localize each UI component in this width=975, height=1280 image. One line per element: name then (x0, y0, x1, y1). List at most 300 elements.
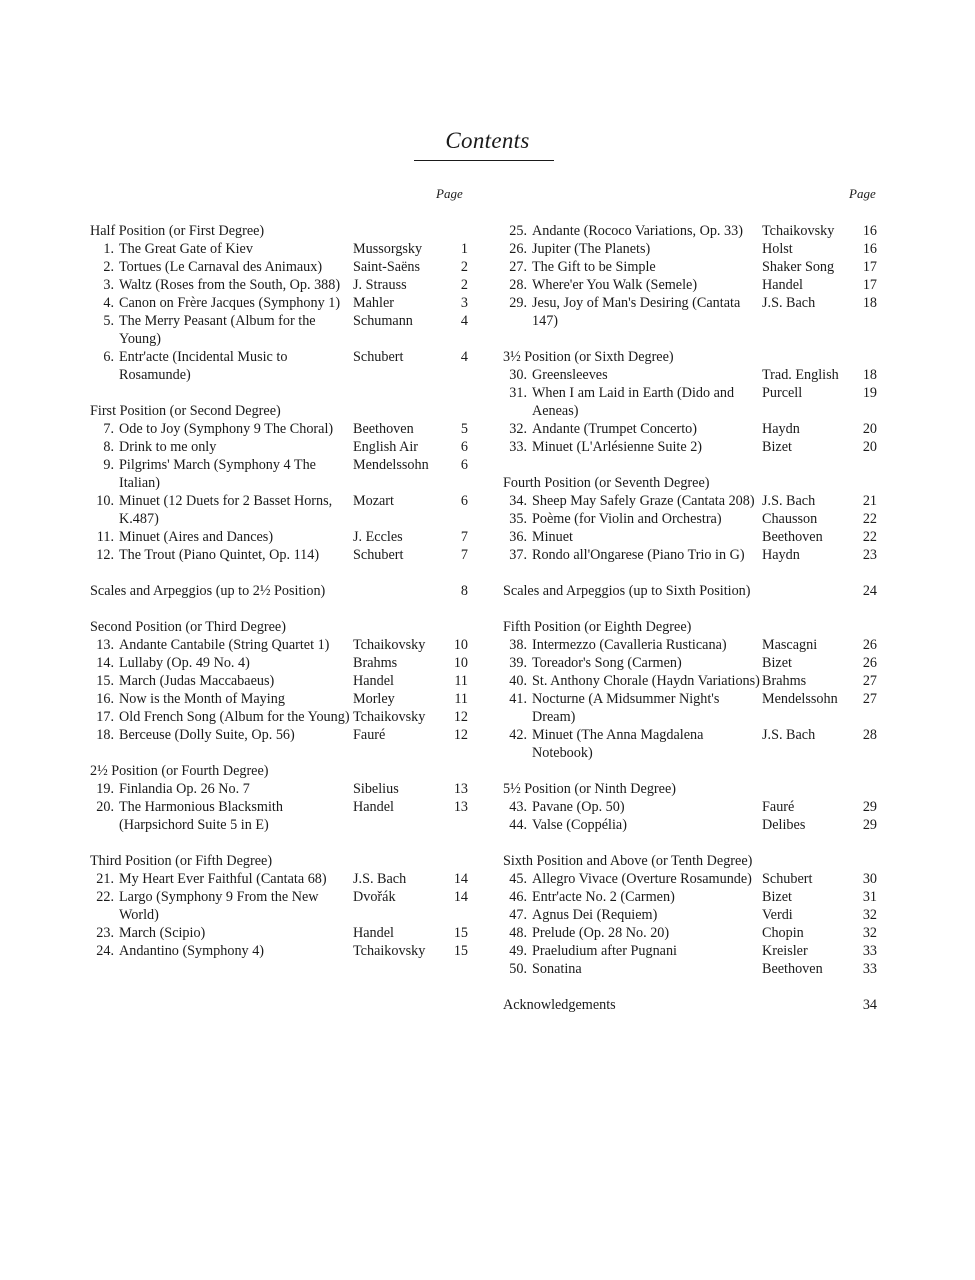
entry-composer: Sibelius (353, 781, 399, 797)
entry-composer: Fauré (762, 799, 795, 815)
section-title: Half Position (or First Degree) (90, 223, 265, 239)
page-number: 20 (862, 421, 877, 437)
page-number: 6 (460, 457, 468, 473)
entry-title: Agnus Dei (Requiem) (532, 907, 658, 923)
section-title: Third Position (or Fifth Degree) (90, 853, 273, 869)
contents-entry-heading (90, 582, 468, 600)
entry-composer: Mascagni (762, 637, 818, 653)
entry-title-group (90, 942, 353, 960)
page-number: 33 (862, 943, 877, 959)
entry-composer: Haydn (762, 421, 800, 437)
entry-title-group (503, 942, 762, 960)
entry-title: The Great Gate of Kiev (119, 241, 253, 257)
entry-composer: Mahler (353, 295, 394, 311)
entry-title-group (90, 654, 353, 672)
page-number: 33 (862, 961, 877, 977)
entry-composer: J. Eccles (353, 529, 403, 545)
contents-section (90, 762, 468, 834)
contents-entry (503, 510, 877, 528)
entry-composer: Tchaikovsky (353, 637, 426, 653)
contents-entry (503, 276, 877, 294)
contents-entry (90, 438, 468, 456)
entry-title-group (503, 492, 762, 510)
entry-number: 12. (96, 547, 114, 563)
page-number: 4 (460, 349, 468, 365)
page-number: 2 (460, 259, 468, 275)
contents-entry (503, 438, 877, 456)
entry-title-group (503, 870, 762, 888)
entry-title: March (Scipio) (119, 925, 206, 941)
contents-entry (90, 798, 468, 834)
entry-number: 18. (96, 727, 114, 743)
entry-composer: Haydn (762, 547, 800, 563)
entry-composer: Mendelssohn (762, 691, 838, 707)
entry-title: Minuet (12 Duets for 2 Basset Horns, K.487) (119, 493, 333, 527)
page-number: 18 (862, 367, 877, 383)
contents-entry (503, 492, 877, 510)
entry-title: Tortues (Le Carnaval des Animaux) (119, 259, 323, 275)
contents-section (90, 852, 468, 960)
entry-title-group (90, 312, 353, 348)
entry-title: Intermezzo (Cavalleria Rusticana) (532, 637, 727, 653)
entry-number: 5. (103, 313, 114, 329)
entry-number: 17. (96, 709, 114, 725)
entry-title-group (90, 690, 353, 708)
entry-title: Drink to me only (119, 439, 217, 455)
contents-entry (90, 240, 468, 258)
entry-number: 6. (103, 349, 114, 365)
entry-title: The Trout (Piano Quintet, Op. 114) (119, 547, 320, 563)
entry-title: Entr'acte No. 2 (Carmen) (532, 889, 675, 905)
entry-title: Andante Cantabile (String Quartet 1) (119, 637, 330, 653)
contents-entry (503, 528, 877, 546)
entry-number: 49. (509, 943, 527, 959)
page-number: 16 (862, 223, 877, 239)
entry-title-group (503, 510, 762, 528)
page-title: Contents (445, 128, 530, 153)
entry-number: 46. (509, 889, 527, 905)
entry-title: Poème (for Violin and Orchestra) (532, 511, 722, 527)
entry-title: Sonatina (532, 961, 582, 977)
page-number: 11 (454, 673, 468, 689)
page-number: 4 (460, 313, 468, 329)
entry-title-group (90, 726, 353, 744)
entry-number: 43. (509, 799, 527, 815)
entry-composer: Verdi (762, 907, 793, 923)
entry-number: 39. (509, 655, 527, 671)
entry-composer: Fauré (353, 727, 386, 743)
section-title: 2½ Position (or Fourth Degree) (90, 763, 269, 779)
entry-title-group (90, 924, 353, 942)
contents-entry (503, 870, 877, 888)
entry-composer: Mussorgsky (353, 241, 423, 257)
entry-composer: Brahms (353, 655, 398, 671)
entry-composer: Mendelssohn (353, 457, 429, 473)
page-number: 15 (453, 925, 468, 941)
contents-entry (90, 636, 468, 654)
contents-entry (90, 690, 468, 708)
contents-entry (90, 672, 468, 690)
contents-section (503, 852, 877, 978)
entry-title: Finlandia Op. 26 No. 7 (119, 781, 250, 797)
entry-composer: J.S. Bach (762, 295, 816, 311)
entry-title-group (90, 240, 353, 258)
contents-section (90, 222, 468, 384)
page-number: 10 (453, 637, 468, 653)
contents-entry (503, 816, 877, 834)
page-number: 14 (453, 871, 468, 887)
entry-title-group (90, 546, 353, 564)
page-column-header-right: Page (849, 186, 876, 201)
entry-number: 41. (509, 691, 527, 707)
entry-title: St. Anthony Chorale (Haydn Variations) (532, 673, 760, 689)
entry-composer: English Air (353, 439, 419, 455)
contents-entry (503, 906, 877, 924)
entry-heading-title: Acknowledgements (503, 997, 616, 1013)
page-number: 11 (454, 691, 468, 707)
section-title: Second Position (or Third Degree) (90, 619, 286, 635)
entry-title-group (90, 672, 353, 690)
entry-number: 10. (96, 493, 114, 509)
contents-entry (503, 384, 877, 420)
entry-composer: Handel (353, 925, 394, 941)
entry-title: March (Judas Maccabaeus) (119, 673, 275, 689)
entry-number: 40. (509, 673, 527, 689)
entry-number: 44. (509, 817, 527, 833)
entry-composer: Tchaikovsky (353, 709, 426, 725)
contents-entry (503, 222, 877, 240)
page-number: 10 (453, 655, 468, 671)
entry-composer: Handel (353, 799, 394, 815)
entry-composer: Purcell (762, 385, 803, 401)
contents-entry (503, 636, 877, 654)
entry-title-group (90, 456, 353, 492)
entry-composer: Bizet (762, 889, 792, 905)
entry-composer: Beethoven (762, 961, 823, 977)
page-number: 3 (460, 295, 468, 311)
entry-title: Minuet (532, 529, 573, 545)
entry-title: Andante (Rococo Variations, Op. 33) (532, 223, 743, 239)
contents-entry (90, 420, 468, 438)
contents-section (503, 474, 877, 564)
title-underline (414, 160, 554, 161)
entry-title-group (90, 276, 353, 294)
entry-title-group (503, 438, 762, 456)
entry-title: Berceuse (Dolly Suite, Op. 56) (119, 727, 295, 743)
contents-entry (503, 924, 877, 942)
entry-number: 15. (96, 673, 114, 689)
entry-title-group (503, 672, 762, 690)
entry-title-group (90, 708, 353, 726)
entry-title: My Heart Ever Faithful (Cantata 68) (119, 871, 327, 887)
entry-title: Minuet (The Anna Magdalena Notebook) (532, 727, 704, 761)
contents-entry (90, 888, 468, 924)
entry-composer: Beethoven (762, 529, 823, 545)
entry-title: The Harmonious Blacksmith (Harpsichord Suite 5 in E) (119, 799, 283, 833)
entry-number: 7. (103, 421, 114, 437)
contents-entry (503, 366, 877, 384)
contents-section (90, 402, 468, 564)
entry-number: 31. (509, 385, 527, 401)
entry-title-group (503, 258, 762, 276)
entry-title: Toreador's Song (Carmen) (532, 655, 682, 671)
entry-title-group (503, 816, 762, 834)
section-title: Fourth Position (or Seventh Degree) (503, 475, 710, 491)
page-number: 22 (862, 529, 877, 545)
entry-number: 20. (96, 799, 114, 815)
contents-section (503, 780, 877, 834)
entry-title-group (503, 384, 762, 420)
entry-title-group (90, 258, 353, 276)
contents-entry (503, 294, 877, 330)
entry-title-group (503, 636, 762, 654)
entry-composer: Saint-Saëns (353, 259, 420, 275)
contents-entry (90, 528, 468, 546)
entry-title-group (90, 798, 353, 834)
page-number: 22 (862, 511, 877, 527)
entry-composer: Bizet (762, 655, 792, 671)
contents-entry (90, 492, 468, 528)
contents-entry (503, 942, 877, 960)
entry-title: The Gift to be Simple (532, 259, 656, 275)
page-number: 2 (460, 277, 468, 293)
contents-entry (503, 798, 877, 816)
entry-composer: Morley (353, 691, 395, 707)
contents-entry (90, 312, 468, 348)
entry-title-group (90, 780, 353, 798)
entry-title-group (90, 870, 353, 888)
entry-title-group (90, 492, 353, 528)
entry-title-group (90, 348, 353, 384)
entry-number: 34. (509, 493, 527, 509)
entry-title-group (503, 960, 762, 978)
page-number: 15 (453, 943, 468, 959)
entry-title: Now is the Month of Maying (119, 691, 285, 707)
page-number: 6 (460, 493, 468, 509)
page-number: 21 (862, 493, 877, 509)
entry-composer: Chausson (762, 511, 818, 527)
entry-number: 42. (509, 727, 527, 743)
contents-column-right (503, 222, 877, 1032)
contents-entry (503, 420, 877, 438)
entry-number: 22. (96, 889, 114, 905)
entry-title: Lullaby (Op. 49 No. 4) (119, 655, 250, 671)
entry-number: 28. (509, 277, 527, 293)
entry-title-group (90, 420, 353, 438)
entry-composer: Handel (353, 673, 394, 689)
page-number: 27 (862, 691, 877, 707)
entry-title: Ode to Joy (Symphony 9 The Choral) (119, 421, 334, 437)
entry-title-group (503, 546, 762, 564)
entry-title: Sheep May Safely Graze (Cantata 208) (532, 493, 755, 509)
page-number: 20 (862, 439, 877, 455)
entry-heading-title: Scales and Arpeggios (up to 2½ Position) (90, 583, 326, 599)
entry-number: 33. (509, 439, 527, 455)
entry-composer: Beethoven (353, 421, 414, 437)
contents-entry (503, 690, 877, 726)
page-number: 28 (862, 727, 877, 743)
contents-entry (90, 870, 468, 888)
entry-title-group (503, 240, 762, 258)
entry-heading-title: Scales and Arpeggios (up to Sixth Position) (503, 583, 751, 599)
entry-composer: Holst (762, 241, 793, 257)
entry-title-group (503, 726, 762, 762)
entry-title-group (503, 906, 762, 924)
page-number: 32 (862, 925, 877, 941)
entry-number: 23. (96, 925, 114, 941)
entry-number: 21. (96, 871, 114, 887)
entry-number: 48. (509, 925, 527, 941)
entry-number: 26. (509, 241, 527, 257)
entry-composer: J. Strauss (353, 277, 407, 293)
entry-title-group (503, 222, 762, 240)
contents-entry (503, 672, 877, 690)
entry-title-group (90, 636, 353, 654)
page-number: 12 (453, 727, 468, 743)
contents-entry (503, 240, 877, 258)
entry-title: Pavane (Op. 50) (532, 799, 625, 815)
entry-number: 3. (103, 277, 114, 293)
entry-composer: Mozart (353, 493, 394, 509)
entry-title: Nocturne (A Midsummer Night's Dream) (532, 691, 720, 725)
contents-entry-heading (503, 996, 877, 1014)
entry-title: Entr'acte (Incidental Music to Rosamunde) (119, 349, 288, 383)
entry-number: 45. (509, 871, 527, 887)
entry-composer: Chopin (762, 925, 804, 941)
entry-title: Rondo all'Ongarese (Piano Trio in G) (532, 547, 745, 563)
entry-number: 8. (103, 439, 114, 455)
page-number: 27 (862, 673, 877, 689)
page-number: 7 (460, 547, 468, 563)
entry-composer: Delibes (762, 817, 806, 833)
page-number: 34 (862, 997, 877, 1013)
contents-entry (503, 654, 877, 672)
entry-composer: Tchaikovsky (762, 223, 835, 239)
contents-entry (90, 942, 468, 960)
entry-title: Andante (Trumpet Concerto) (532, 421, 697, 437)
contents-entry (90, 780, 468, 798)
entry-title-group (90, 438, 353, 456)
entry-title: Minuet (L'Arlésienne Suite 2) (532, 439, 703, 455)
section-title: Fifth Position (or Eighth Degree) (503, 619, 692, 635)
page-number: 30 (862, 871, 877, 887)
entry-title: Canon on Frère Jacques (Symphony 1) (119, 295, 341, 311)
entry-title-group (503, 654, 762, 672)
page-number: 29 (862, 799, 877, 815)
entry-title-group (503, 366, 762, 384)
page-number: 17 (862, 259, 877, 275)
entry-title-group (90, 888, 353, 924)
entry-title-group (503, 798, 762, 816)
entry-title: Jesu, Joy of Man's Desiring (Cantata 147) (532, 295, 741, 329)
entry-number: 30. (509, 367, 527, 383)
contents-entry (90, 276, 468, 294)
entry-title-group (503, 924, 762, 942)
section-title: 5½ Position (or Ninth Degree) (503, 781, 676, 797)
entry-title: The Merry Peasant (Album for the Young) (119, 313, 316, 347)
entry-number: 35. (509, 511, 527, 527)
contents-entry (503, 888, 877, 906)
contents-entry (90, 654, 468, 672)
entry-composer: Brahms (762, 673, 807, 689)
contents-entry (90, 258, 468, 276)
page-number: 29 (862, 817, 877, 833)
contents-entry (90, 708, 468, 726)
entry-number: 1. (103, 241, 114, 257)
contents-entry (90, 546, 468, 564)
entry-composer: Schumann (353, 313, 413, 329)
entry-title: Minuet (Aires and Dances) (119, 529, 274, 545)
contents-entry (503, 546, 877, 564)
entry-title: Allegro Vivace (Overture Rosamunde) (532, 871, 752, 887)
entry-number: 11. (96, 529, 114, 545)
page-number: 19 (862, 385, 877, 401)
entry-composer: Bizet (762, 439, 792, 455)
entry-title: Waltz (Roses from the South, Op. 388) (119, 277, 341, 293)
entry-number: 32. (509, 421, 527, 437)
page-number: 23 (862, 547, 877, 563)
contents-entry (90, 726, 468, 744)
entry-title-group (503, 276, 762, 294)
entry-number: 9. (103, 457, 114, 473)
entry-title-group (503, 528, 762, 546)
entry-composer: Schubert (353, 349, 404, 365)
contents-entry (90, 348, 468, 384)
entry-title: Old French Song (Album for the Young) (119, 709, 350, 725)
page-number: 1 (460, 241, 468, 257)
page-number: 5 (460, 421, 468, 437)
entry-title: Jupiter (The Planets) (532, 241, 651, 257)
contents-entry (503, 960, 877, 978)
entry-number: 50. (509, 961, 527, 977)
page-column-header-left: Page (436, 186, 463, 201)
section-title: 3½ Position (or Sixth Degree) (503, 349, 674, 365)
entry-number: 16. (96, 691, 114, 707)
contents-entry-heading (503, 582, 877, 600)
entry-composer: Kreisler (762, 943, 808, 959)
entry-title: Prelude (Op. 28 No. 20) (532, 925, 670, 941)
entry-number: 13. (96, 637, 114, 653)
page-number: 17 (862, 277, 877, 293)
entry-composer: J.S. Bach (762, 727, 816, 743)
entry-number: 47. (509, 907, 527, 923)
page-number: 8 (460, 583, 468, 599)
contents-entry (90, 294, 468, 312)
contents-section (503, 348, 877, 456)
entry-number: 24. (96, 943, 114, 959)
entry-composer: Shaker Song (762, 259, 835, 275)
entry-composer: Tchaikovsky (353, 943, 426, 959)
entry-number: 29. (509, 295, 527, 311)
entry-composer: J.S. Bach (353, 871, 407, 887)
page-number: 12 (453, 709, 468, 725)
entry-composer: Schubert (353, 547, 404, 563)
entry-title-group (503, 690, 762, 726)
entry-title-group (503, 888, 762, 906)
page-number: 13 (453, 799, 468, 815)
entry-number: 19. (96, 781, 114, 797)
section-title: First Position (or Second Degree) (90, 403, 281, 419)
entry-title: Largo (Symphony 9 From the New World) (119, 889, 319, 923)
entry-title-group (90, 294, 353, 312)
entry-number: 37. (509, 547, 527, 563)
entry-title: When I am Laid in Earth (Dido and Aeneas) (532, 385, 735, 419)
entry-composer: Dvořák (353, 889, 396, 905)
entry-number: 27. (509, 259, 527, 275)
entry-composer: J.S. Bach (762, 493, 816, 509)
page-number: 32 (862, 907, 877, 923)
page-number: 26 (862, 655, 877, 671)
